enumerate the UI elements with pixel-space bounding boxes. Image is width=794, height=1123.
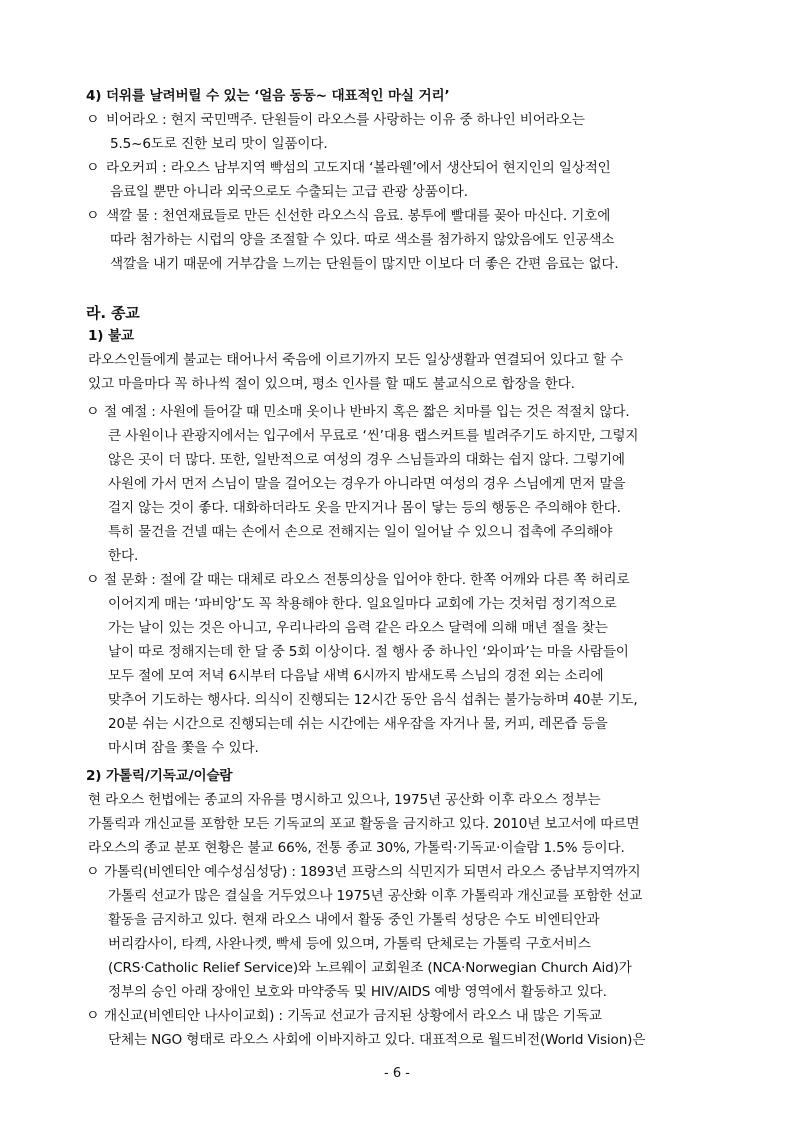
bullet: ㅇ <box>86 864 100 880</box>
catholic-text-line: 가톨릭 선교가 많은 결실을 거두었으나 1975년 공산화 이후 가톨릭과 개신교를 포함한 선교 <box>108 888 643 904</box>
culture-text-line: 절 문화 : 절에 갈 때는 대체로 라오스 전통의상을 입어야 한다. 한쪽 어깨와 다른 쪽 허리로 <box>104 572 630 588</box>
christianity-title: 2) 가톨릭/기독교/이슬람 <box>86 768 233 784</box>
water-text-line: 색깔을 내기 때문에 거부감을 느끼는 단원들이 많지만 이보다 더 좋은 간편 음료는 없다. <box>110 256 619 272</box>
beer-text-line: 비어라오 : 현지 국민맥주. 단원들이 라오스를 사랑하는 이유 중 하나인 비어라오는 <box>106 112 585 128</box>
etiquette-text-line: 특히 물건을 건넬 때는 손에서 손으로 전해지는 일이 일어날 수 있으니 접촉에 주의해야 <box>108 524 613 540</box>
culture-text-line: 이어지게 매는 ‘파비앙’도 꼭 착용해야 한다. 일요일마다 교회에 가는 것처럼 정기적으로 <box>108 596 617 612</box>
s4-title: 4) 더위를 날려버릴 수 있는 ‘얼음 동동~ 대표적인 마실 거리’ <box>86 88 450 104</box>
water-text-line: 따라 첨가하는 시럽의 양을 조절할 수 있다. 따로 색소를 첨가하지 않았음에도 인공색소 <box>110 232 615 248</box>
christianity-intro-line: 라오스의 종교 분포 현황은 불교 66%, 전통 종교 30%, 가톨릭·기독교·이슬람 1.5% 등이다. <box>88 840 625 856</box>
etiquette-text-line: 않은 곳이 더 많다. 또한, 일반적으로 여성의 경우 스님들과의 대화는 쉽지 않다. 그렇기에 <box>108 452 625 468</box>
bullet: ㅇ <box>86 208 100 224</box>
catholic-text-line: (CRS·Catholic Relief Service)와 노르웨이 교회원조 (NCA·Norwegian Church Aid)가 <box>108 960 632 976</box>
bullet: ㅇ <box>86 160 100 176</box>
bullet: ㅇ <box>86 572 100 588</box>
protestant-text-line: 개신교(비엔티안 나사이교회) : 기독교 선교가 금지된 상황에서 라오스 내 많은 기독교 <box>104 1008 602 1024</box>
culture-text-line: 마시며 잠을 쫓을 수 있다. <box>108 740 259 756</box>
etiquette-text-line: 큰 사원이나 관광지에서는 입구에서 무료로 ‘씬’대용 랩스커트를 빌려주기도 하지만, 그렇지 <box>108 428 639 444</box>
culture-text-line: 모두 절에 모여 저녁 6시부터 다음날 새벽 6시까지 밤새도록 스님의 경전 외는 소리에 <box>108 668 604 684</box>
catholic-text-line: 정부의 승인 아래 장애인 보호와 마약중독 및 HIV/AIDS 예방 영역에서 활동하고 있다. <box>108 984 607 1000</box>
coffee-text-line: 라오커피 : 라오스 남부지역 빡섬의 고도지대 ‘볼라웬’에서 생산되어 현지인의 일상적인 <box>106 160 611 176</box>
beer-text-line: 5.5~6도로 진한 보리 맛이 일품이다. <box>110 136 328 152</box>
etiquette-text-line: 한다. <box>108 548 139 564</box>
bullet: ㅇ <box>86 112 100 128</box>
protestant-text-line: 단체는 NGO 형태로 라오스 사회에 이바지하고 있다. 대표적으로 월드비전(World Vision)은 <box>108 1032 646 1048</box>
buddhism-intro-line: 라오스인들에게 불교는 태어나서 죽음에 이르기까지 모든 일상생활과 연결되어 있다고 할 수 <box>88 352 624 368</box>
page-number: - 6 - <box>384 1066 410 1081</box>
etiquette-text-line: 절 예절 : 사원에 들어갈 때 민소매 옷이나 반바지 혹은 짧은 치마를 입는 것은 적절치 않다. <box>104 404 630 420</box>
catholic-text-line: 활동을 금지하고 있다. 현재 라오스 내에서 활동 중인 가톨릭 성당은 수도 비엔티안과 <box>108 912 600 928</box>
etiquette-text-line: 사원에 가서 먼저 스님이 말을 걸어오는 경우가 아니라면 여성의 경우 스님에게 먼저 말을 <box>108 476 626 492</box>
culture-text-line: 가는 날이 있는 것은 아니고, 우리나라의 음력 같은 라오스 달력에 의해 매년 절을 찾는 <box>108 620 608 636</box>
christianity-intro-line: 현 라오스 헌법에는 종교의 자유를 명시하고 있으나, 1975년 공산화 이후 라오스 정부는 <box>88 792 601 808</box>
water-text-line: 색깔 물 : 천연재료들로 만든 신선한 라오스식 음료. 봉투에 빨대를 꽂아 마신다. 기호에 <box>106 208 611 224</box>
culture-text-line: 맞추어 기도하는 행사다. 의식이 진행되는 12시간 동안 음식 섭취는 불가능하며 40분 기도, <box>108 692 638 708</box>
buddhism-title: 1) 불교 <box>88 328 134 344</box>
culture-text-line: 20분 쉬는 시간으로 진행되는데 쉬는 시간에는 새우잠을 자거나 물, 커피, 레몬즙 등을 <box>108 716 608 732</box>
culture-text-line: 날이 따로 정해지는데 한 달 중 5회 이상이다. 절 행사 중 하나인 ‘와이파’는 마을 사람들이 <box>108 644 629 660</box>
catholic-text-line: 가톨릭(비엔티안 예수성심성당) : 1893년 프랑스의 식민지가 되면서 라오스 중남부지역까지 <box>104 864 641 880</box>
coffee-text-line: 음료일 뿐만 아니라 외국으로도 수출되는 고급 관광 상품이다. <box>110 184 468 200</box>
christianity-intro-line: 가톨릭과 개신교를 포함한 모든 기독교의 포교 활동을 금지하고 있다. 2010년 보고서에 따르면 <box>88 816 640 832</box>
bullet: ㅇ <box>86 404 100 420</box>
catholic-text-line: 버리캄사이, 타켁, 사완나켓, 빡세 등에 있으며, 가톨릭 단체로는 가톨릭 구호서비스 <box>108 936 591 952</box>
section-title-religion: 라. 종교 <box>86 304 140 322</box>
bullet: ㅇ <box>86 1008 100 1024</box>
buddhism-intro-line: 있고 마을마다 꼭 하나씩 절이 있으며, 평소 인사를 할 때도 불교식으로 합장을 한다. <box>88 376 575 392</box>
etiquette-text-line: 걸지 않는 것이 좋다. 대화하더라도 옷을 만지거나 몸이 닿는 등의 행동은 주의해야 한다. <box>108 500 621 516</box>
